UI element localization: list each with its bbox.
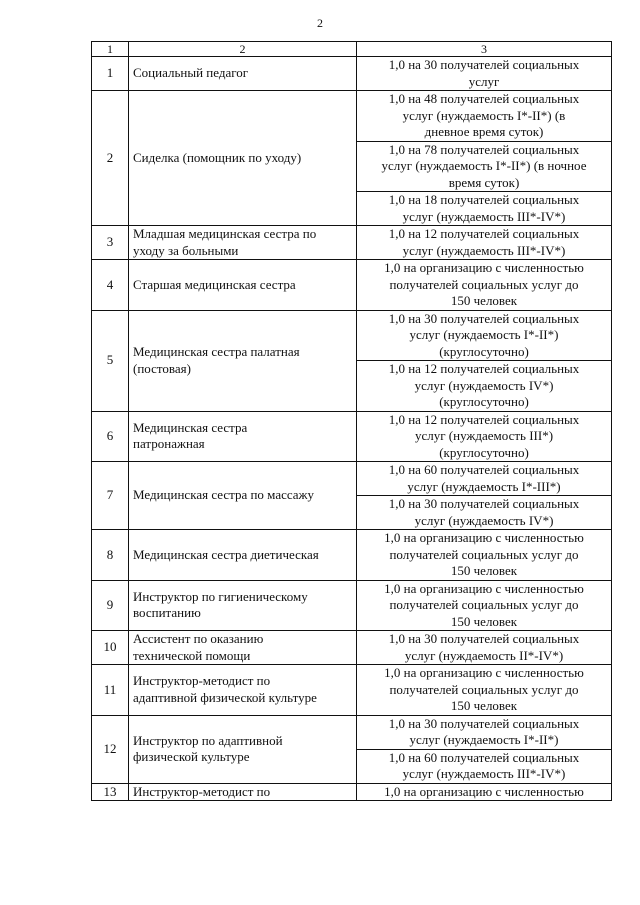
row-number: 10	[92, 631, 129, 665]
position-name-text: Инструктор по гигиеническому воспитанию	[133, 588, 308, 621]
table-row	[92, 411, 612, 462]
staffing-norm	[357, 665, 612, 716]
staffing-norm	[357, 580, 612, 631]
staffing-norm-text: 1,0 на 78 получателей социальных услуг (нуждаемость I*-II*) (в ночное время суток)	[381, 141, 587, 190]
staffing-norm-text: 1,0 на организацию с численностью	[384, 783, 584, 799]
position-name	[129, 715, 357, 783]
row-number: 3	[92, 226, 129, 260]
row-number: 2	[92, 91, 129, 226]
position-name	[129, 411, 357, 462]
staffing-norm-text: 1,0 на 30 получателей социальных услуг	[388, 57, 580, 89]
staffing-norm-text: 1,0 на 12 получателей социальных услуг (нуждаемость III*-IV*)	[388, 226, 580, 258]
position-name	[129, 57, 357, 91]
staffing-norm-text: 1,0 на 30 получателей социальных услуг (нуждаемость I*-II*) (круглосуточно)	[388, 310, 580, 359]
table-row	[92, 260, 612, 311]
staffing-norm-text: 1,0 на 12 получателей социальных услуг (нуждаемость IV*) (круглосуточно)	[388, 361, 580, 409]
staffing-norm-text: 1,0 на организацию с численностью получателей социальных услуг до 150 человек	[384, 530, 584, 578]
staffing-norm	[357, 361, 612, 412]
position-name-text: Инструктор по адаптивной физической культуре	[133, 732, 283, 764]
staffing-norm-text: 1,0 на 48 получателей социальных услуг (нуждаемость I*-II*) (в дневное время суток)	[388, 91, 580, 139]
row-number: 7	[92, 462, 129, 530]
position-name	[129, 462, 357, 530]
header-col-3: 3	[357, 42, 612, 57]
header-col-1: 1	[92, 42, 129, 57]
position-name-text: Медицинская сестра по массажу	[133, 487, 315, 503]
staffing-norm-text: 1,0 на 12 получателей социальных услуг (нуждаемость III*) (круглосуточно)	[388, 411, 580, 460]
table-row	[92, 57, 612, 91]
table-row	[92, 462, 612, 496]
staffing-norm	[357, 141, 612, 192]
staffing-norm	[357, 226, 612, 260]
table-header-row	[92, 42, 612, 57]
position-name-text: Старшая медицинская сестра	[133, 276, 296, 292]
staffing-norm	[357, 749, 612, 783]
staffing-norm-text: 1,0 на 30 получателей социальных услуг (нуждаемость II*-IV*)	[388, 631, 580, 663]
position-name	[129, 580, 357, 631]
position-name	[129, 91, 357, 226]
position-name-text: Социальный педагог	[133, 65, 249, 81]
position-name	[129, 530, 357, 581]
staffing-norm-text: 1,0 на 18 получателей социальных услуг (нуждаемость III*-IV*)	[388, 192, 580, 224]
staffing-norm	[357, 631, 612, 665]
staffing-norm	[357, 530, 612, 581]
staffing-norm	[357, 411, 612, 462]
table-row	[92, 310, 612, 361]
position-name	[129, 665, 357, 716]
staffing-norms-table	[91, 41, 612, 801]
row-number: 8	[92, 530, 129, 581]
position-name-text: Сиделка (помощник по уходу)	[133, 149, 302, 165]
table-row	[92, 631, 612, 665]
staffing-norm-text: 1,0 на организацию с численностью получателей социальных услуг до 150 человек	[384, 665, 584, 713]
position-name	[129, 783, 357, 801]
staffing-norm-text: 1,0 на 60 получателей социальных услуг (нуждаемость III*-IV*)	[388, 749, 580, 781]
staffing-norm	[357, 462, 612, 496]
table-row	[92, 530, 612, 581]
table-row	[92, 665, 612, 716]
position-name	[129, 260, 357, 311]
table-row	[92, 580, 612, 631]
position-name	[129, 226, 357, 260]
position-name-text: Инструктор-методист по адаптивной физической культуре	[133, 673, 317, 705]
staffing-norm-text: 1,0 на 30 получателей социальных услуг (нуждаемость IV*)	[388, 496, 580, 528]
staffing-norm-text: 1,0 на организацию с численностью получателей социальных услуг до 150 человек	[384, 260, 584, 308]
staffing-norm-text: 1,0 на 30 получателей социальных услуг (нуждаемость I*-II*)	[388, 715, 580, 747]
table-row	[92, 91, 612, 142]
position-name	[129, 631, 357, 665]
header-col-2: 2	[129, 42, 357, 57]
staffing-norm	[357, 192, 612, 226]
staffing-norm-text: 1,0 на 60 получателей социальных услуг (нуждаемость I*-III*)	[388, 462, 580, 494]
staffing-norm	[357, 91, 612, 142]
staffing-norm	[357, 715, 612, 749]
position-name-text: Медицинская сестра диетическая	[133, 546, 319, 562]
staffing-norm-text: 1,0 на организацию с численностью получателей социальных услуг до 150 человек	[384, 580, 584, 629]
row-number: 6	[92, 411, 129, 462]
row-number: 4	[92, 260, 129, 311]
position-name-text: Младшая медицинская сестра по уходу за больными	[133, 226, 317, 258]
row-number: 1	[92, 57, 129, 91]
position-name-text: Медицинская сестра палатная (постовая)	[133, 344, 300, 376]
staffing-norm	[357, 783, 612, 801]
table-row	[92, 226, 612, 260]
position-name-text: Медицинская сестра патронажная	[133, 419, 248, 452]
page-number: 2	[317, 16, 323, 30]
table-row	[92, 783, 612, 801]
row-number: 5	[92, 310, 129, 411]
position-name-text: Ассистент по оказанию технической помощи	[133, 631, 264, 663]
row-number: 11	[92, 665, 129, 716]
row-number: 12	[92, 715, 129, 783]
staffing-norm	[357, 260, 612, 311]
staffing-norm	[357, 496, 612, 530]
table-row	[92, 715, 612, 749]
row-number: 9	[92, 580, 129, 631]
staffing-norm	[357, 310, 612, 361]
row-number: 13	[92, 783, 129, 801]
position-name	[129, 310, 357, 411]
position-name-text: Инструктор-методист по	[133, 783, 271, 799]
staffing-norm	[357, 57, 612, 91]
